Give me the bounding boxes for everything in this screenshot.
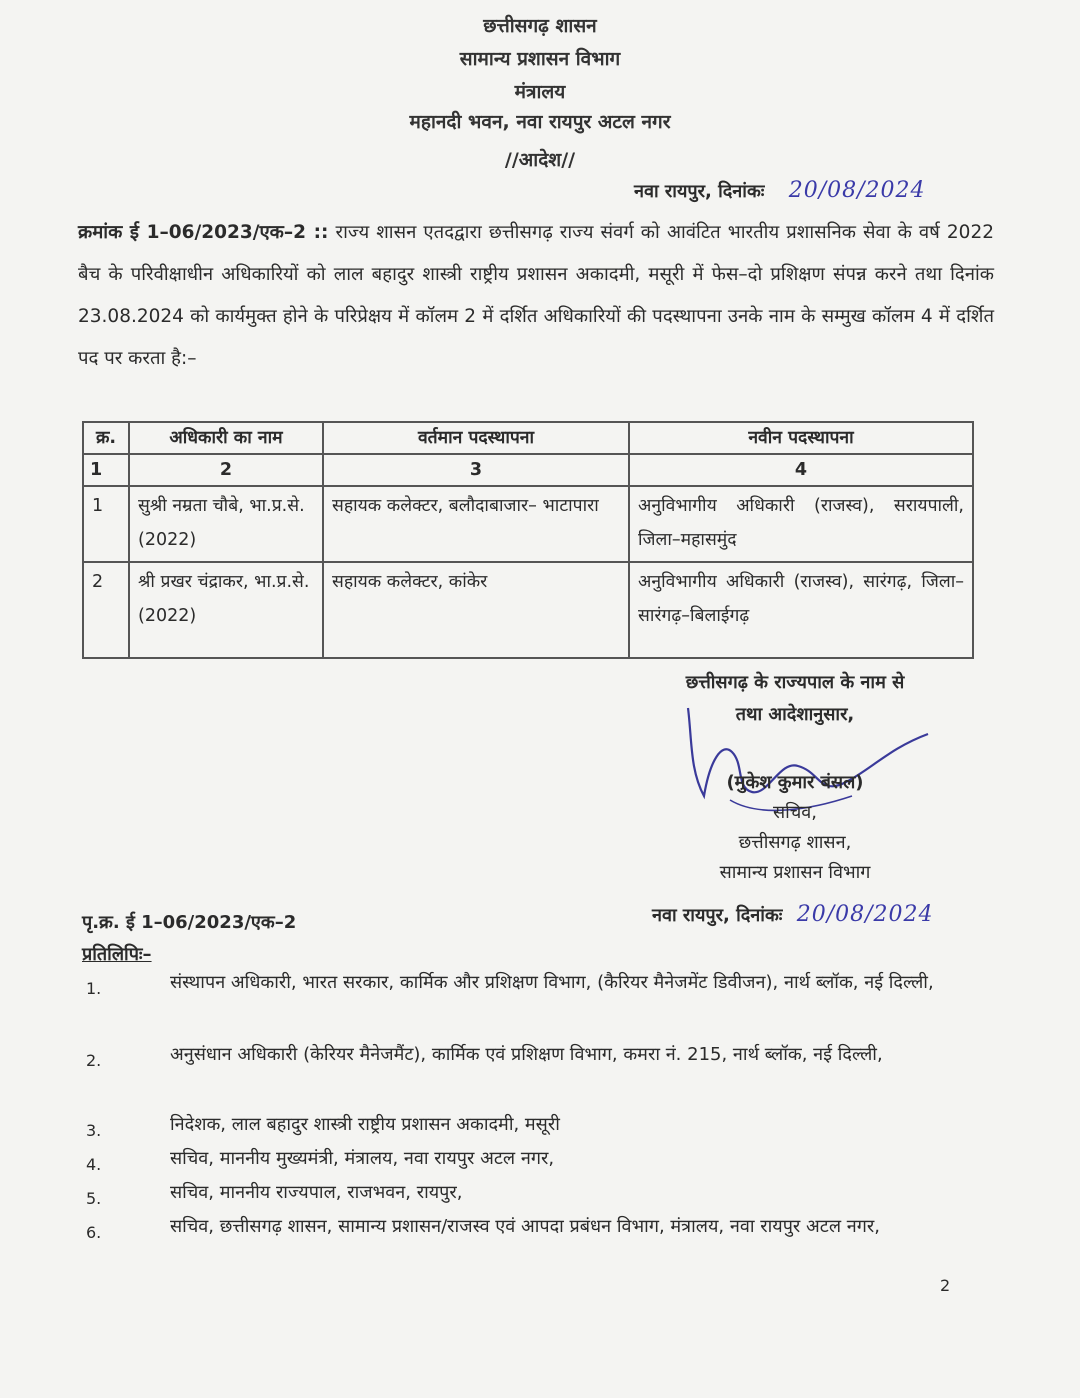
authority-line-2: तथा आदेशानुसार, xyxy=(735,704,855,725)
table-header-row xyxy=(83,422,973,454)
order-paragraph xyxy=(78,212,994,380)
list-item-number: 4. xyxy=(86,1155,102,1174)
office-address: महानदी भवन, नवा रायपुर अटल नगर xyxy=(409,111,671,133)
order-title: //आदेश// xyxy=(504,149,576,171)
header-current-posting: वर्तमान पदस्थापना xyxy=(323,422,629,454)
order-date-line xyxy=(634,178,926,203)
endorsement-number: पृ.क्र. ई 1–06/2023/एक–2 xyxy=(82,912,297,933)
signatory-dept-1: छत्तीसगढ़ शासन, xyxy=(738,832,852,853)
list-item-text: सचिव, छत्तीसगढ़ शासन, सामान्य प्रशासन/राजस्व एवं आपदा प्रबंधन विभाग, मंत्रालय, नवा रायपुर अटल नगर, xyxy=(170,1216,880,1237)
signatory-designation: सचिव, xyxy=(773,802,817,823)
list-item-number: 5. xyxy=(86,1189,102,1208)
row-current-posting: सहायक कलेक्टर, बलौदाबाजार– भाटापारा xyxy=(323,486,629,562)
copy-to-label: प्रतिलिपिः– xyxy=(82,944,152,965)
list-item-text: संस्थापन अधिकारी, भारत सरकार, कार्मिक और प्रशिक्षण विभाग, (कैरियर मैनेजमेंट डिवीजन), नार्थ ब्लॉक, नई दिल्ली, xyxy=(170,972,934,993)
list-item-number: 6. xyxy=(86,1223,102,1242)
table-row xyxy=(83,486,973,562)
order-number: क्रमांक ई 1–06/2023/एक–2 :: xyxy=(78,222,329,243)
list-item-number: 2. xyxy=(86,1051,102,1070)
list-item xyxy=(82,964,988,1002)
order-text: राज्य शासन एतदद्वारा छत्तीसगढ़ राज्य संवर्ग को आवंटित भारतीय प्रशासनिक सेवा के वर्ष 2022 बैच के परिवीक्षाधीन अधिकारियों को लाल बहादुर शास्त्री राष्ट्रीय प्रशासन अकादमी, मसूरी में फेस–दो प्रशिक्षण संपन्न करने तथा दिनांक 23.08.2024 को कार्यमुक्त होने के परिप्रेक्षय में कॉलम 2 में दर्शित अधिकारियों की पदस्थापना उनके नाम के सम्मुख कॉलम 4 में दर्शित पद पर करता है:– xyxy=(78,222,994,369)
list-item-number: 3. xyxy=(86,1121,102,1140)
list-item-text: अनुसंधान अधिकारी (केरियर मैनेजमैंट), कार्मिक एवं प्रशिक्षण विभाग, कमरा नं. 215, नार्थ ब्लॉक, नई दिल्ली, xyxy=(170,1044,883,1065)
page-number: 2 xyxy=(940,1276,951,1295)
header-sno: क्र. xyxy=(83,422,129,454)
list-item-text: सचिव, माननीय राज्यपाल, राजभवन, रायपुर, xyxy=(170,1182,463,1203)
header-new-posting: नवीन पदस्थापना xyxy=(629,422,973,454)
row-officer-name: श्री प्रखर चंद्राकर, भा.प्र.से. (2022) xyxy=(129,562,323,658)
row-current-posting: सहायक कलेक्टर, कांकेर xyxy=(323,562,629,658)
table-column-number-row xyxy=(83,454,973,486)
authority-line-1: छत्तीसगढ़ के राज्यपाल के नाम से xyxy=(685,672,905,693)
table-row xyxy=(83,562,973,658)
handwritten-endorsement-date: 20/08/2024 xyxy=(796,902,934,927)
list-item xyxy=(82,1036,988,1074)
row-officer-name: सुश्री नम्रता चौबे, भा.प्र.से. (2022) xyxy=(129,486,323,562)
row-new-posting: अनुविभागीय अधिकारी (राजस्व), सारंगढ़, जिला–सारंगढ़–बिलाईगढ़ xyxy=(629,562,973,658)
row-sno: 1 xyxy=(83,486,129,562)
signatory-details xyxy=(640,768,950,888)
list-item xyxy=(82,1106,988,1144)
col-num-1: 1 xyxy=(83,454,129,486)
department-name: सामान्य प्रशासन विभाग xyxy=(459,48,621,70)
header-officer-name: अधिकारी का नाम xyxy=(129,422,323,454)
list-item xyxy=(82,1140,988,1178)
ministry-name: मंत्रालय xyxy=(514,81,566,103)
list-item-text: निदेशक, लाल बहादुर शास्त्री राष्ट्रीय प्रशासन अकादमी, मसूरी xyxy=(170,1114,560,1135)
signatory-dept-2: सामान्य प्रशासन विभाग xyxy=(719,862,871,883)
handwritten-date: 20/08/2024 xyxy=(788,178,926,203)
row-sno: 2 xyxy=(83,562,129,658)
date-label: नवा रायपुर, दिनांकः xyxy=(634,181,765,202)
endorsement-date-label: नवा रायपुर, दिनांकः xyxy=(652,905,783,926)
col-num-4: 4 xyxy=(629,454,973,486)
posting-table xyxy=(82,421,974,659)
list-item-number: 1. xyxy=(86,979,102,998)
list-item-text: सचिव, माननीय मुख्यमंत्री, मंत्रालय, नवा रायपुर अटल नगर, xyxy=(170,1148,555,1169)
col-num-3: 3 xyxy=(323,454,629,486)
signatory-name: (मुकेश कुमार बंसल) xyxy=(726,772,864,793)
list-item xyxy=(82,1208,988,1246)
col-num-2: 2 xyxy=(129,454,323,486)
row-new-posting: अनुविभागीय अधिकारी (राजस्व), सरायपाली, जिला–महासमुंद xyxy=(629,486,973,562)
list-item xyxy=(82,1174,988,1212)
endorsement-date-line xyxy=(652,902,934,927)
govt-name: छत्तीसगढ़ शासन xyxy=(483,15,597,37)
